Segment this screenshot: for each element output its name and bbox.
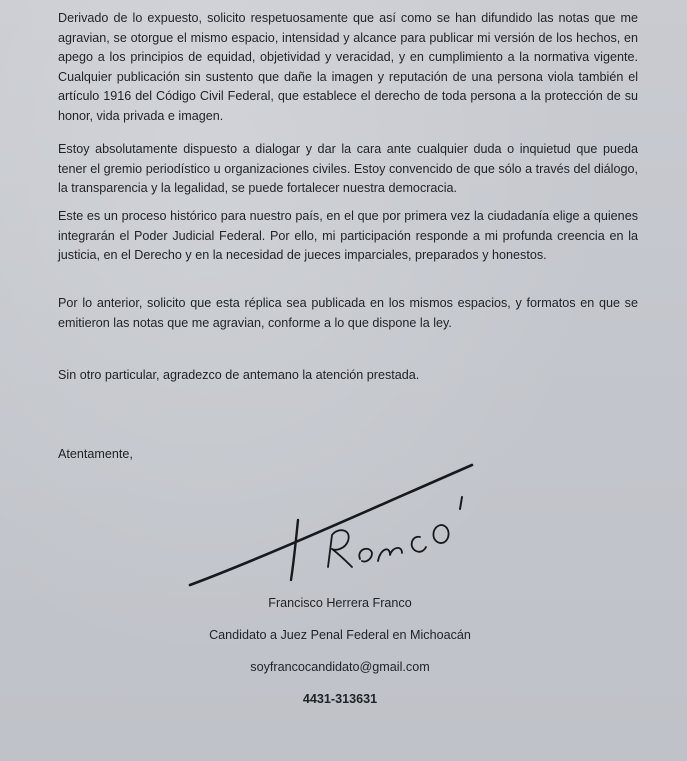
signer-phone: 4431-313631 — [302, 692, 378, 706]
paragraph-thanks: Sin otro particular, agradezco de antemano la atención prestada. — [58, 368, 420, 382]
paragraph-publication-request: Por lo anterior, solicito que esta réplica sea publicada en los mismos espacios, y formatos en que se emitieron las notas que me agravian, conforme a lo que dispone la ley. — [58, 296, 638, 330]
signer-name: Francisco Herrera Franco — [268, 596, 412, 610]
paragraph-request-reply-space: Derivado de lo expuesto, solicito respetuosamente que así como se han difundido las notas que me agravian, se otorgue el mismo espacio, intensidad y alcance para publicar mi versión de los hechos, en apego a los principios de equidad, objetividad y veracidad, y en cumplimiento a la normativa vigente. Cualquier publicación sin sustento que dañe la imagen y reputación de una persona viola también el artículo 1916 del Código Civil Federal, que establece el derecho de toda persona a la protección de su honor, vida privada e imagen. — [58, 11, 638, 123]
paragraph-dialogue: Estoy absolutamente dispuesto a dialogar y dar la cara ante cualquier duda o inquietud que pueda tener el gremio periodístico u organizaciones civiles. Estoy convencido de que sólo a través del diálogo, la transparencia y la legalidad, se puede fortalecer nuestra democracia. — [58, 142, 638, 196]
closing-salutation: Atentamente, — [58, 447, 133, 461]
signer-email: soyfrancocandidato@gmail.com — [250, 660, 430, 674]
paragraph-historic-process: Este es un proceso histórico para nuestro país, en el que por primera vez la ciudadanía elige a quienes integrarán el Poder Judicial Federal. Por ello, mi participación responde a mi profunda creencia en la justicia, en el Derecho y en la necesidad de jueces imparciales, preparados y honestos. — [58, 209, 638, 263]
handwritten-signature — [180, 455, 490, 595]
signer-role: Candidato a Juez Penal Federal en Michoacán — [209, 628, 471, 642]
